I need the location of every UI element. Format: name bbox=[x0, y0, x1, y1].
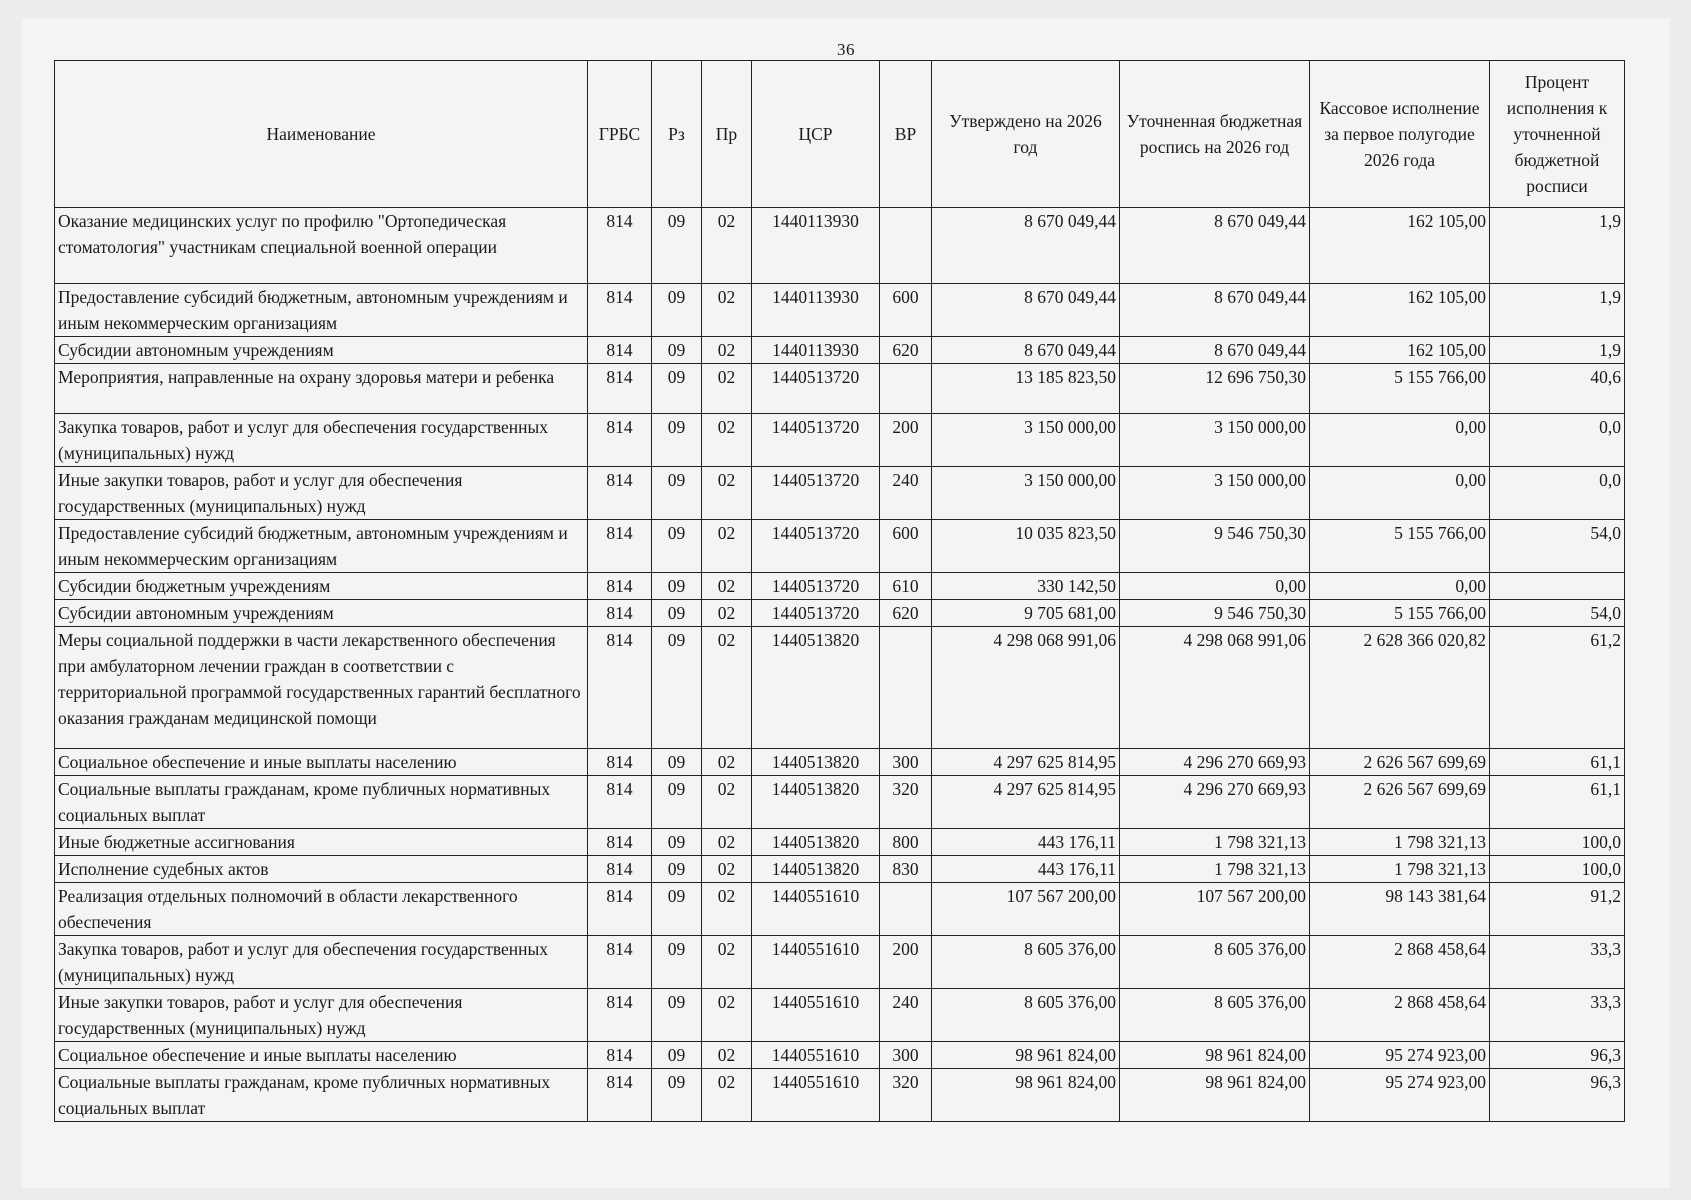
row-name: Предоставление субсидий бюджетным, автономным учреждениям и иным некоммерческим организациям bbox=[55, 284, 588, 337]
row-csr: 1440113930 bbox=[752, 284, 880, 337]
row-pr: 02 bbox=[702, 337, 752, 364]
row-name: Социальные выплаты гражданам, кроме публичных нормативных социальных выплат bbox=[55, 1069, 588, 1122]
row-vr bbox=[880, 627, 932, 749]
row-csr: 1440551610 bbox=[752, 1042, 880, 1069]
row-cash: 0,00 bbox=[1310, 573, 1490, 600]
row-vr: 610 bbox=[880, 573, 932, 600]
header-rz: Рз bbox=[652, 61, 702, 208]
row-grbs: 814 bbox=[588, 776, 652, 829]
row-name: Мероприятия, направленные на охрану здоровья матери и ребенка bbox=[55, 364, 588, 414]
row-grbs: 814 bbox=[588, 337, 652, 364]
row-pr: 02 bbox=[702, 1042, 752, 1069]
table-row bbox=[55, 573, 1625, 600]
row-csr: 1440513820 bbox=[752, 856, 880, 883]
row-csr: 1440113930 bbox=[752, 208, 880, 284]
table-row bbox=[55, 1042, 1625, 1069]
row-grbs: 814 bbox=[588, 883, 652, 936]
row-refined: 8 670 049,44 bbox=[1120, 208, 1310, 284]
row-cash: 2 626 567 699,69 bbox=[1310, 776, 1490, 829]
row-csr: 1440513720 bbox=[752, 364, 880, 414]
row-approved: 4 297 625 814,95 bbox=[932, 749, 1120, 776]
row-cash: 0,00 bbox=[1310, 414, 1490, 467]
row-rz: 09 bbox=[652, 520, 702, 573]
row-rz: 09 bbox=[652, 829, 702, 856]
row-csr: 1440513720 bbox=[752, 520, 880, 573]
row-csr: 1440551610 bbox=[752, 883, 880, 936]
row-cash: 5 155 766,00 bbox=[1310, 600, 1490, 627]
row-refined: 8 605 376,00 bbox=[1120, 936, 1310, 989]
table-row bbox=[55, 414, 1625, 467]
row-name: Меры социальной поддержки в части лекарственного обеспечения при амбулаторном лечении граждан в соответствии с территориальной программой государственных гарантий бесплатного оказания гражданам медицинской помощи bbox=[55, 627, 588, 749]
row-name: Социальное обеспечение и иные выплаты населению bbox=[55, 1042, 588, 1069]
row-rz: 09 bbox=[652, 414, 702, 467]
row-rz: 09 bbox=[652, 284, 702, 337]
row-percent: 96,3 bbox=[1490, 1069, 1625, 1122]
row-approved: 9 705 681,00 bbox=[932, 600, 1120, 627]
row-refined: 12 696 750,30 bbox=[1120, 364, 1310, 414]
row-percent: 33,3 bbox=[1490, 936, 1625, 989]
row-refined: 3 150 000,00 bbox=[1120, 467, 1310, 520]
table-row bbox=[55, 520, 1625, 573]
row-cash: 162 105,00 bbox=[1310, 337, 1490, 364]
row-cash: 2 628 366 020,82 bbox=[1310, 627, 1490, 749]
row-cash: 95 274 923,00 bbox=[1310, 1069, 1490, 1122]
row-grbs: 814 bbox=[588, 627, 652, 749]
row-csr: 1440513820 bbox=[752, 829, 880, 856]
row-csr: 1440113930 bbox=[752, 337, 880, 364]
table-row bbox=[55, 749, 1625, 776]
row-pr: 02 bbox=[702, 627, 752, 749]
page-number: 36 bbox=[837, 40, 855, 59]
row-refined: 8 670 049,44 bbox=[1120, 284, 1310, 337]
row-percent: 61,1 bbox=[1490, 776, 1625, 829]
row-pr: 02 bbox=[702, 936, 752, 989]
row-approved: 10 035 823,50 bbox=[932, 520, 1120, 573]
header-grbs: ГРБС bbox=[588, 61, 652, 208]
table-header-row bbox=[55, 61, 1625, 208]
row-grbs: 814 bbox=[588, 284, 652, 337]
row-grbs: 814 bbox=[588, 749, 652, 776]
row-pr: 02 bbox=[702, 467, 752, 520]
row-name: Исполнение судебных актов bbox=[55, 856, 588, 883]
row-cash: 95 274 923,00 bbox=[1310, 1042, 1490, 1069]
row-pr: 02 bbox=[702, 573, 752, 600]
row-percent: 61,1 bbox=[1490, 749, 1625, 776]
table-row bbox=[55, 936, 1625, 989]
row-vr: 600 bbox=[880, 284, 932, 337]
row-grbs: 814 bbox=[588, 573, 652, 600]
row-vr: 240 bbox=[880, 467, 932, 520]
row-pr: 02 bbox=[702, 989, 752, 1042]
row-pr: 02 bbox=[702, 600, 752, 627]
row-grbs: 814 bbox=[588, 936, 652, 989]
row-approved: 98 961 824,00 bbox=[932, 1069, 1120, 1122]
row-refined: 1 798 321,13 bbox=[1120, 856, 1310, 883]
row-percent: 1,9 bbox=[1490, 284, 1625, 337]
table-row bbox=[55, 989, 1625, 1042]
row-pr: 02 bbox=[702, 284, 752, 337]
row-name: Иные закупки товаров, работ и услуг для обеспечения государственных (муниципальных) нужд bbox=[55, 989, 588, 1042]
row-grbs: 814 bbox=[588, 600, 652, 627]
row-pr: 02 bbox=[702, 414, 752, 467]
table-row bbox=[55, 1069, 1625, 1122]
row-approved: 443 176,11 bbox=[932, 856, 1120, 883]
table-row bbox=[55, 337, 1625, 364]
row-refined: 0,00 bbox=[1120, 573, 1310, 600]
row-name: Социальные выплаты гражданам, кроме публичных нормативных социальных выплат bbox=[55, 776, 588, 829]
header-vr: ВР bbox=[880, 61, 932, 208]
row-percent: 33,3 bbox=[1490, 989, 1625, 1042]
row-rz: 09 bbox=[652, 600, 702, 627]
row-rz: 09 bbox=[652, 776, 702, 829]
row-pr: 02 bbox=[702, 520, 752, 573]
row-name: Предоставление субсидий бюджетным, автономным учреждениям и иным некоммерческим организациям bbox=[55, 520, 588, 573]
row-refined: 4 296 270 669,93 bbox=[1120, 776, 1310, 829]
row-rz: 09 bbox=[652, 627, 702, 749]
row-rz: 09 bbox=[652, 1069, 702, 1122]
row-vr bbox=[880, 208, 932, 284]
row-approved: 443 176,11 bbox=[932, 829, 1120, 856]
row-percent: 91,2 bbox=[1490, 883, 1625, 936]
row-grbs: 814 bbox=[588, 989, 652, 1042]
table-row bbox=[55, 883, 1625, 936]
row-percent: 61,2 bbox=[1490, 627, 1625, 749]
row-percent: 40,6 bbox=[1490, 364, 1625, 414]
header-csr: ЦСР bbox=[752, 61, 880, 208]
row-csr: 1440551610 bbox=[752, 1069, 880, 1122]
table-row bbox=[55, 467, 1625, 520]
row-approved: 3 150 000,00 bbox=[932, 467, 1120, 520]
row-refined: 3 150 000,00 bbox=[1120, 414, 1310, 467]
row-approved: 4 297 625 814,95 bbox=[932, 776, 1120, 829]
row-approved: 8 605 376,00 bbox=[932, 936, 1120, 989]
row-cash: 5 155 766,00 bbox=[1310, 520, 1490, 573]
table-row bbox=[55, 627, 1625, 749]
row-vr: 240 bbox=[880, 989, 932, 1042]
row-vr: 830 bbox=[880, 856, 932, 883]
header-refined: Уточненная бюджетная роспись на 2026 год bbox=[1120, 61, 1310, 208]
budget-table bbox=[54, 60, 1625, 1122]
row-percent: 100,0 bbox=[1490, 856, 1625, 883]
row-cash: 1 798 321,13 bbox=[1310, 856, 1490, 883]
row-pr: 02 bbox=[702, 856, 752, 883]
row-name: Оказание медицинских услуг по профилю "Ортопедическая стоматология" участникам специальной военной операции bbox=[55, 208, 588, 284]
row-name: Социальное обеспечение и иные выплаты населению bbox=[55, 749, 588, 776]
row-vr: 300 bbox=[880, 749, 932, 776]
header-percent: Процент исполнения к уточненной бюджетной росписи bbox=[1490, 61, 1625, 208]
row-rz: 09 bbox=[652, 208, 702, 284]
row-vr: 200 bbox=[880, 936, 932, 989]
row-approved: 8 605 376,00 bbox=[932, 989, 1120, 1042]
table-row bbox=[55, 776, 1625, 829]
row-rz: 09 bbox=[652, 856, 702, 883]
row-grbs: 814 bbox=[588, 208, 652, 284]
row-csr: 1440551610 bbox=[752, 989, 880, 1042]
row-vr: 300 bbox=[880, 1042, 932, 1069]
row-cash: 2 868 458,64 bbox=[1310, 936, 1490, 989]
row-grbs: 814 bbox=[588, 467, 652, 520]
row-grbs: 814 bbox=[588, 520, 652, 573]
row-vr: 800 bbox=[880, 829, 932, 856]
row-rz: 09 bbox=[652, 1042, 702, 1069]
row-csr: 1440513720 bbox=[752, 467, 880, 520]
table-row bbox=[55, 856, 1625, 883]
row-refined: 9 546 750,30 bbox=[1120, 600, 1310, 627]
row-vr: 320 bbox=[880, 1069, 932, 1122]
row-name: Субсидии автономным учреждениям bbox=[55, 337, 588, 364]
row-refined: 4 296 270 669,93 bbox=[1120, 749, 1310, 776]
row-pr: 02 bbox=[702, 829, 752, 856]
row-name: Субсидии бюджетным учреждениям bbox=[55, 573, 588, 600]
row-vr bbox=[880, 883, 932, 936]
row-grbs: 814 bbox=[588, 1042, 652, 1069]
row-approved: 8 670 049,44 bbox=[932, 337, 1120, 364]
row-approved: 3 150 000,00 bbox=[932, 414, 1120, 467]
row-rz: 09 bbox=[652, 936, 702, 989]
row-approved: 98 961 824,00 bbox=[932, 1042, 1120, 1069]
row-cash: 162 105,00 bbox=[1310, 284, 1490, 337]
row-cash: 2 626 567 699,69 bbox=[1310, 749, 1490, 776]
row-csr: 1440513720 bbox=[752, 600, 880, 627]
row-cash: 2 868 458,64 bbox=[1310, 989, 1490, 1042]
row-percent: 54,0 bbox=[1490, 520, 1625, 573]
row-grbs: 814 bbox=[588, 364, 652, 414]
row-pr: 02 bbox=[702, 883, 752, 936]
row-refined: 4 298 068 991,06 bbox=[1120, 627, 1310, 749]
row-pr: 02 bbox=[702, 749, 752, 776]
row-name: Иные закупки товаров, работ и услуг для обеспечения государственных (муниципальных) нужд bbox=[55, 467, 588, 520]
row-refined: 98 961 824,00 bbox=[1120, 1042, 1310, 1069]
row-cash: 98 143 381,64 bbox=[1310, 883, 1490, 936]
row-grbs: 814 bbox=[588, 414, 652, 467]
row-approved: 13 185 823,50 bbox=[932, 364, 1120, 414]
table-row bbox=[55, 600, 1625, 627]
row-approved: 8 670 049,44 bbox=[932, 284, 1120, 337]
row-cash: 162 105,00 bbox=[1310, 208, 1490, 284]
row-csr: 1440513820 bbox=[752, 627, 880, 749]
row-rz: 09 bbox=[652, 467, 702, 520]
row-percent: 1,9 bbox=[1490, 208, 1625, 284]
header-approved: Утверждено на 2026 год bbox=[932, 61, 1120, 208]
row-approved: 107 567 200,00 bbox=[932, 883, 1120, 936]
row-grbs: 814 bbox=[588, 1069, 652, 1122]
row-rz: 09 bbox=[652, 989, 702, 1042]
row-refined: 8 605 376,00 bbox=[1120, 989, 1310, 1042]
row-rz: 09 bbox=[652, 749, 702, 776]
row-rz: 09 bbox=[652, 337, 702, 364]
row-percent: 96,3 bbox=[1490, 1042, 1625, 1069]
row-csr: 1440551610 bbox=[752, 936, 880, 989]
row-percent bbox=[1490, 573, 1625, 600]
row-vr: 600 bbox=[880, 520, 932, 573]
row-approved: 330 142,50 bbox=[932, 573, 1120, 600]
row-grbs: 814 bbox=[588, 856, 652, 883]
row-csr: 1440513720 bbox=[752, 414, 880, 467]
row-name: Субсидии автономным учреждениям bbox=[55, 600, 588, 627]
row-pr: 02 bbox=[702, 776, 752, 829]
row-cash: 5 155 766,00 bbox=[1310, 364, 1490, 414]
row-name: Закупка товаров, работ и услуг для обеспечения государственных (муниципальных) нужд bbox=[55, 936, 588, 989]
header-cash: Кассовое исполнение за первое полугодие 2026 года bbox=[1310, 61, 1490, 208]
row-percent: 0,0 bbox=[1490, 414, 1625, 467]
row-refined: 8 670 049,44 bbox=[1120, 337, 1310, 364]
row-name: Закупка товаров, работ и услуг для обеспечения государственных (муниципальных) нужд bbox=[55, 414, 588, 467]
row-cash: 0,00 bbox=[1310, 467, 1490, 520]
row-cash: 1 798 321,13 bbox=[1310, 829, 1490, 856]
row-percent: 1,9 bbox=[1490, 337, 1625, 364]
row-csr: 1440513720 bbox=[752, 573, 880, 600]
row-vr: 620 bbox=[880, 600, 932, 627]
row-rz: 09 bbox=[652, 573, 702, 600]
row-name: Реализация отдельных полномочий в области лекарственного обеспечения bbox=[55, 883, 588, 936]
table-row bbox=[55, 208, 1625, 284]
row-vr: 200 bbox=[880, 414, 932, 467]
row-csr: 1440513820 bbox=[752, 776, 880, 829]
row-pr: 02 bbox=[702, 364, 752, 414]
row-pr: 02 bbox=[702, 1069, 752, 1122]
header-name: Наименование bbox=[55, 61, 588, 208]
row-approved: 4 298 068 991,06 bbox=[932, 627, 1120, 749]
row-refined: 98 961 824,00 bbox=[1120, 1069, 1310, 1122]
row-vr: 320 bbox=[880, 776, 932, 829]
row-refined: 9 546 750,30 bbox=[1120, 520, 1310, 573]
row-vr bbox=[880, 364, 932, 414]
row-refined: 107 567 200,00 bbox=[1120, 883, 1310, 936]
row-grbs: 814 bbox=[588, 829, 652, 856]
row-approved: 8 670 049,44 bbox=[932, 208, 1120, 284]
row-rz: 09 bbox=[652, 883, 702, 936]
row-vr: 620 bbox=[880, 337, 932, 364]
row-percent: 100,0 bbox=[1490, 829, 1625, 856]
row-percent: 54,0 bbox=[1490, 600, 1625, 627]
table-row bbox=[55, 364, 1625, 414]
row-pr: 02 bbox=[702, 208, 752, 284]
row-percent: 0,0 bbox=[1490, 467, 1625, 520]
row-refined: 1 798 321,13 bbox=[1120, 829, 1310, 856]
table-row bbox=[55, 284, 1625, 337]
row-name: Иные бюджетные ассигнования bbox=[55, 829, 588, 856]
row-rz: 09 bbox=[652, 364, 702, 414]
header-pr: Пр bbox=[702, 61, 752, 208]
row-csr: 1440513820 bbox=[752, 749, 880, 776]
table-row bbox=[55, 829, 1625, 856]
